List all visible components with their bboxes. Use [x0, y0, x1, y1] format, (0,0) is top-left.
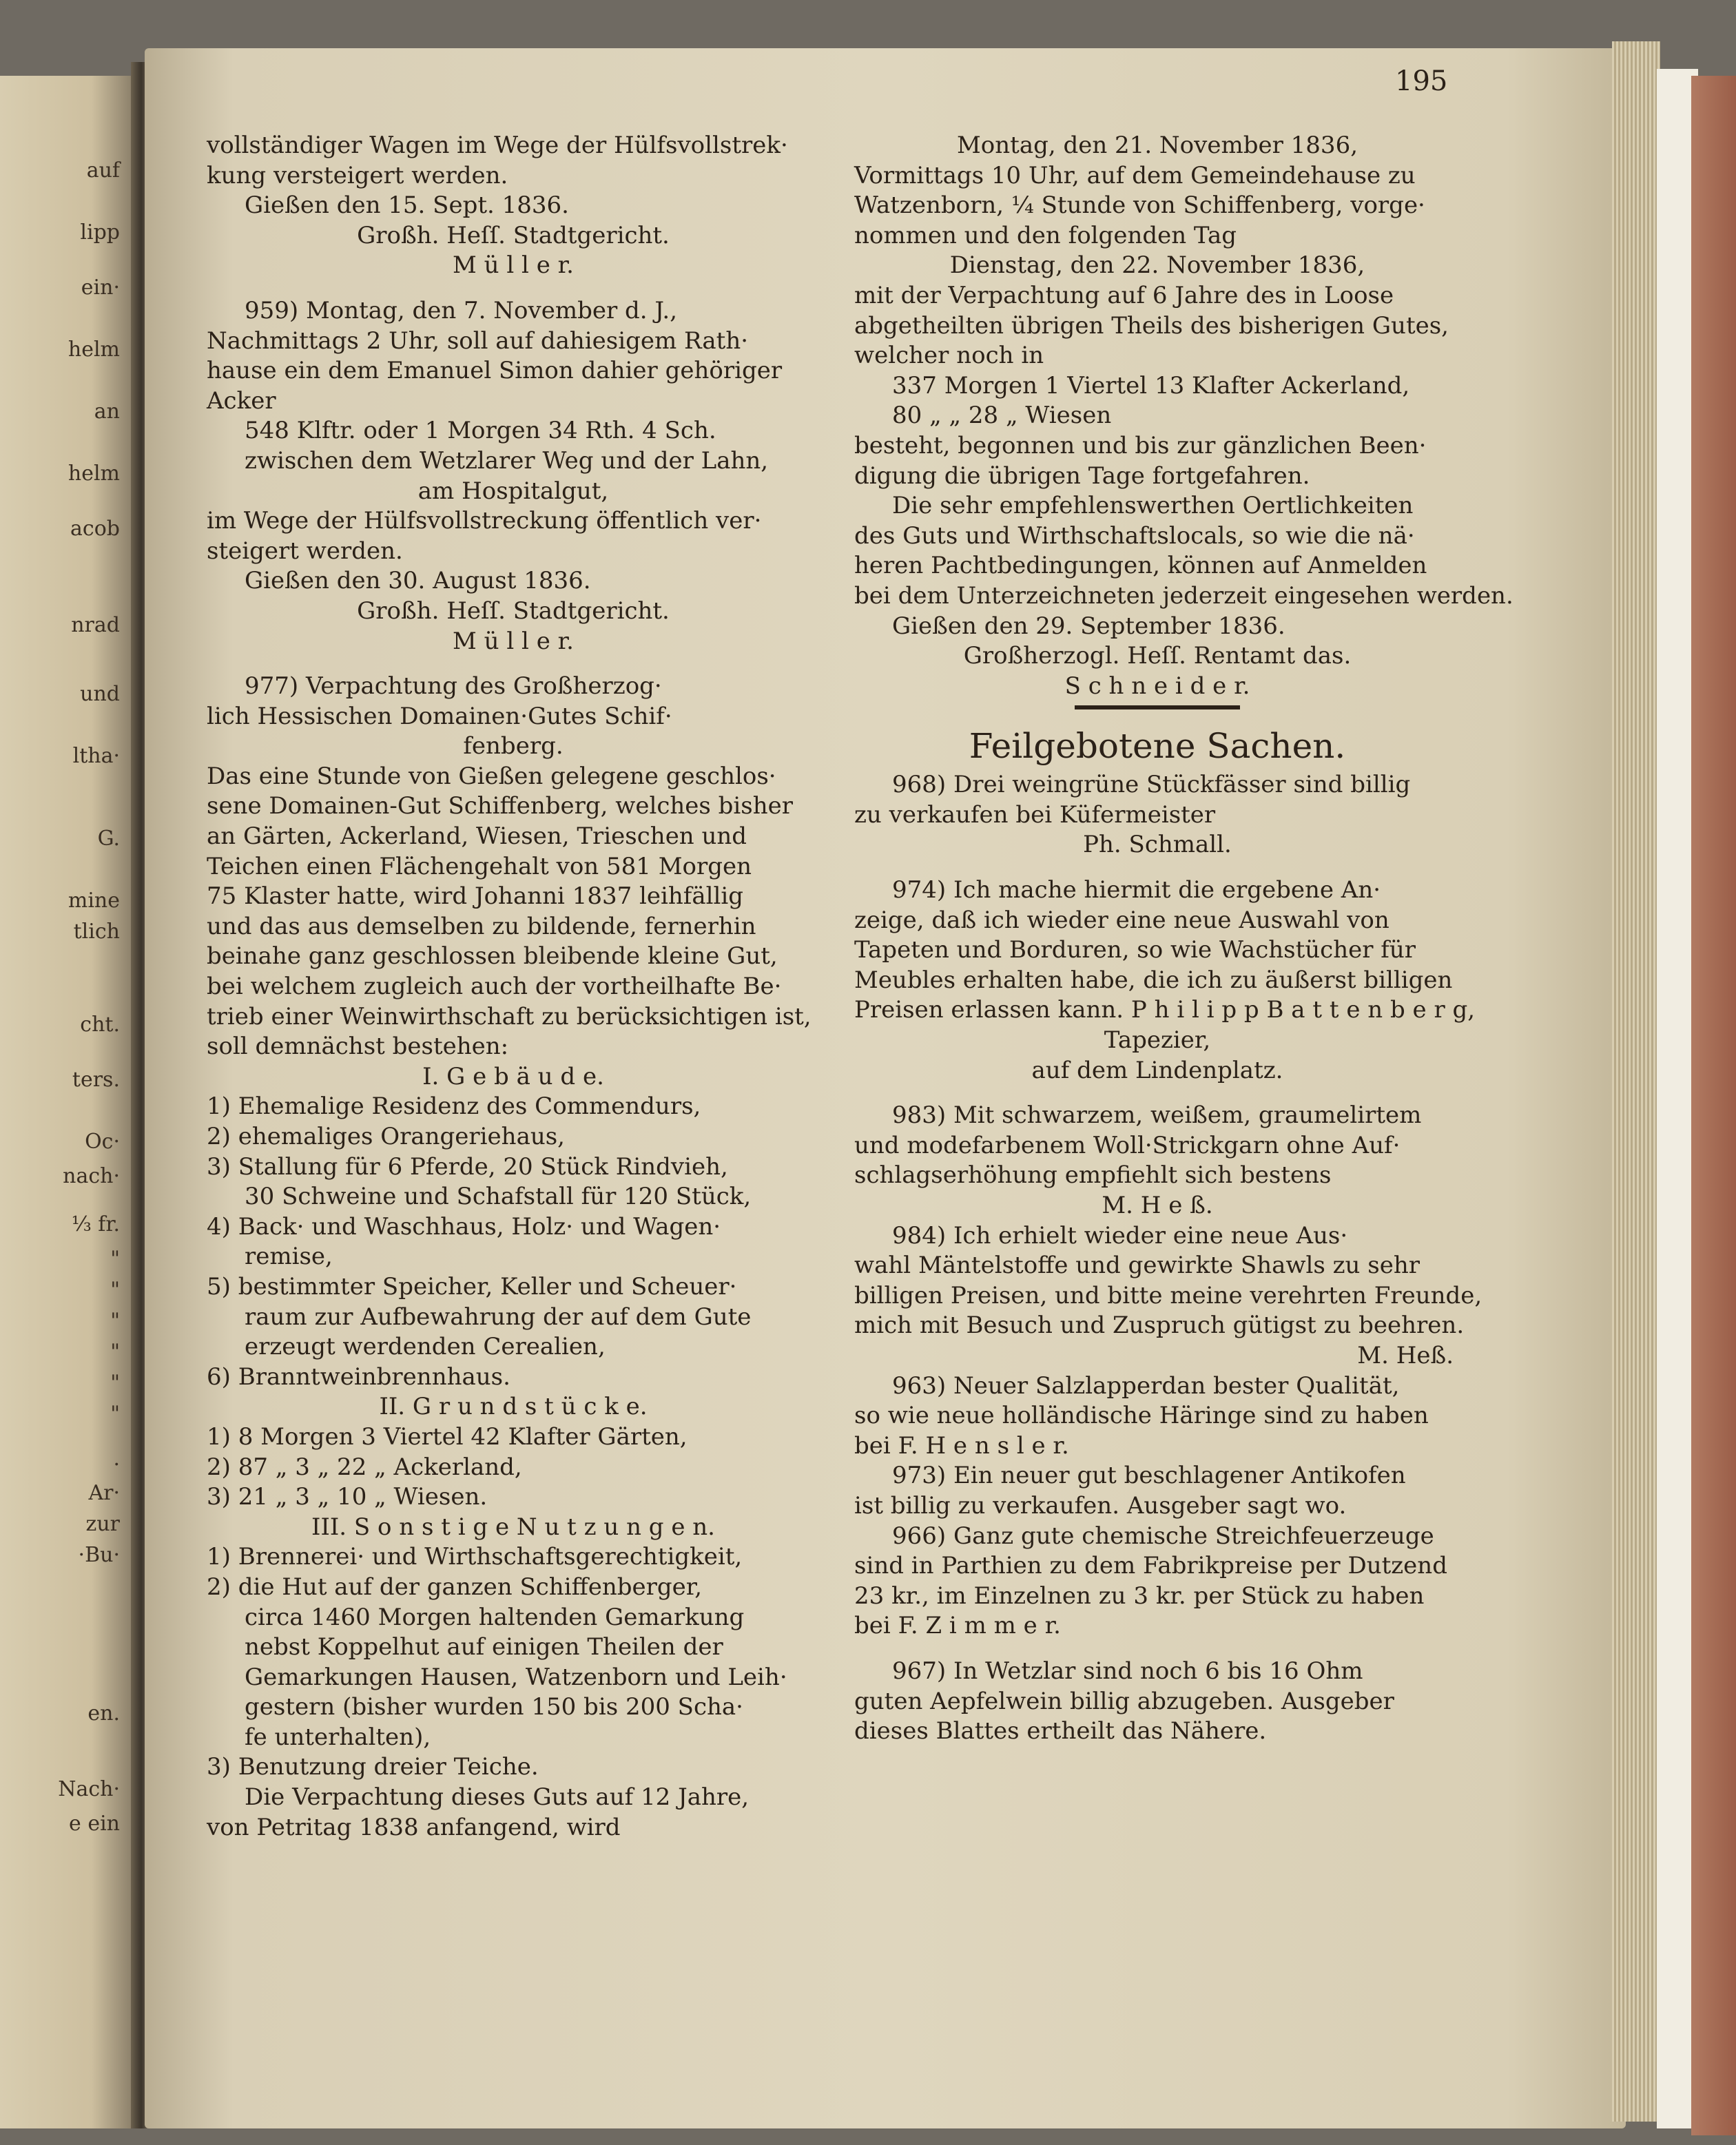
signature: M ü l l e r.	[453, 251, 574, 280]
list-item: erzeugt werdenden Cerealien,	[245, 1333, 606, 1361]
text-line: Großherzogl. Heſſ. Rentamt das.	[963, 642, 1352, 670]
text-line: bei welchem zugleich auch der vortheilhafte Be·	[207, 973, 782, 1001]
text-line: zwischen dem Wetzlarer Weg und der Lahn,	[245, 446, 769, 475]
list-item: Gemarkungen Hausen, Watzenborn und Leih·	[245, 1663, 787, 1691]
left-fragment: "	[110, 1371, 120, 1395]
left-fragment: mine	[68, 889, 120, 913]
text-line: Die Verpachtung dieses Guts auf 12 Jahre,	[245, 1783, 750, 1812]
list-item: 2) 87 „ 3 „ 22 „ Ackerland,	[207, 1453, 522, 1481]
signature: S c h n e i d e r.	[1064, 672, 1250, 700]
text-line: 973) Ein neuer gut beschlagener Antikofen	[892, 1462, 1406, 1490]
text-line: beinahe ganz geschlossen bleibende kleine Gut,	[207, 942, 778, 971]
text-line: sene Domainen-Gut Schiffenberg, welches bisher	[207, 792, 794, 820]
left-fragment: ⅓ fr.	[71, 1212, 120, 1236]
section-title: Feilgebotene Sachen.	[969, 726, 1346, 767]
cover-edge	[1691, 76, 1736, 2135]
page-edges	[1612, 41, 1660, 2122]
text-line: lich Hessischen Domainen·Gutes Schif·	[207, 702, 672, 730]
text-line: Meubles erhalten habe, die ich zu äußerst billigen	[854, 966, 1453, 994]
left-fragment: "	[110, 1340, 120, 1364]
text-line: so wie neue holländische Häringe sind zu haben	[854, 1402, 1429, 1430]
list-item: 6) Branntweinbrennhaus.	[207, 1362, 510, 1391]
text-line: fenberg.	[463, 732, 564, 760]
list-item: 30 Schweine und Schafstall für 120 Stück,	[245, 1183, 752, 1211]
left-fragment: ·Bu·	[78, 1543, 120, 1567]
text-line: soll demnächst bestehen:	[207, 1033, 509, 1061]
text-line: schlagserhöhung empfiehlt sich bestens	[854, 1161, 1332, 1190]
text-line: Watzenborn, ¼ Stunde von Schiffenberg, vorge·	[854, 191, 1425, 220]
left-fragment: zur	[85, 1512, 120, 1536]
left-fragment: helm	[68, 338, 120, 362]
left-fragment: tlich	[73, 920, 120, 944]
text-line: abgetheilten übrigen Theils des bisherigen Gutes,	[854, 311, 1449, 340]
left-fragment: "	[110, 1247, 120, 1271]
text-line: Dienstag, den 22. November 1836,	[949, 251, 1365, 280]
list-item: 1) Brennerei· und Wirthschaftsgerechtigkeit,	[207, 1543, 743, 1571]
text-line: bei F. Z i m m e r.	[854, 1612, 1061, 1640]
list-item: 1) Ehemalige Residenz des Commendurs,	[207, 1092, 701, 1121]
text-line: ist billig zu verkaufen. Ausgeber sagt wo.	[854, 1491, 1347, 1520]
list-item: 5) bestimmter Speicher, Keller und Scheuer·	[207, 1272, 737, 1301]
left-fragment: ein·	[81, 276, 120, 300]
section-heading: I. G e b ä u d e.	[422, 1062, 604, 1090]
text-line: zeige, daß ich wieder eine neue Auswahl von	[854, 906, 1389, 934]
text-line: hause ein dem Emanuel Simon dahier gehöriger	[207, 357, 783, 385]
text-line: Großh. Heſſ. Stadtgericht.	[357, 221, 670, 249]
text-line: Das eine Stunde von Gießen gelegene geschlos·	[207, 762, 776, 790]
text-line: besteht, begonnen und bis zur gänzlichen Been·	[854, 431, 1427, 459]
signature: Ph. Schmall.	[1083, 831, 1232, 859]
text-line: trieb einer Weinwirthschaft zu berücksichtigen ist,	[207, 1002, 812, 1030]
text-line: bei F. H e n s l e r.	[854, 1431, 1069, 1460]
text-line: sind in Parthien zu dem Fabrikpreise per Dutzend	[854, 1552, 1447, 1580]
text-line: Vormittags 10 Uhr, auf dem Gemeindehause zu	[854, 161, 1416, 189]
list-item: 2) ehemaliges Orangeriehaus,	[207, 1123, 565, 1150]
text-line: 983) Mit schwarzem, weißem, graumelirtem	[892, 1101, 1422, 1130]
text-line: und das aus demselben zu bildende, fernerhin	[207, 912, 756, 940]
left-fragment: Ar·	[88, 1481, 120, 1505]
section-heading: III. S o n s t i g e N u t z u n g e n.	[311, 1513, 715, 1541]
list-item: gestern (bisher wurden 150 bis 200 Scha·	[245, 1693, 743, 1721]
text-line: am Hospitalgut,	[417, 477, 609, 505]
text-line: digung die übrigen Tage fortgefahren.	[854, 462, 1310, 490]
text-line: Montag, den 21. November 1836,	[956, 132, 1358, 159]
text-line: 974) Ich mache hiermit die ergebene An·	[892, 876, 1381, 904]
list-item: 1) 8 Morgen 3 Viertel 42 Klafter Gärten,	[207, 1422, 688, 1451]
left-fragment: acob	[70, 517, 120, 541]
text-line: auf dem Lindenplatz.	[1031, 1056, 1283, 1084]
page-number: 195	[1395, 65, 1448, 97]
list-item: fe unterhalten),	[245, 1723, 431, 1751]
text-line: 959) Montag, den 7. November d. J.,	[245, 296, 678, 324]
text-line: Tapezier,	[1104, 1026, 1211, 1055]
text-line: kung versteigert werden.	[207, 161, 508, 189]
text-line: mit der Verpachtung auf 6 Jahre des in Loose	[854, 281, 1394, 309]
text-line: Gießen den 15. Sept. 1836.	[245, 191, 569, 220]
text-line: Preisen erlassen kann. P h i l i p p B a t t e n b e r g,	[854, 996, 1476, 1024]
text-line: 548 Klftr. oder 1 Morgen 34 Rth. 4 Sch.	[245, 417, 716, 445]
text-line: Teichen einen Flächengehalt von 581 Morgen	[207, 852, 752, 880]
left-fragment: nach·	[63, 1164, 120, 1188]
text-line: Gießen den 29. September 1836.	[892, 612, 1285, 640]
list-item: 4) Back· und Waschhaus, Holz· und Wagen·	[207, 1212, 721, 1241]
left-page-edge	[0, 76, 131, 2128]
text-line: im Wege der Hülfsvollstreckung öffentlich ver·	[207, 507, 762, 535]
left-fragment: .	[113, 1447, 120, 1471]
text-line: Die sehr empfehlenswerthen Oertlichkeiten	[892, 492, 1414, 520]
left-fragment: e ein	[69, 1812, 120, 1836]
text-line: von Petritag 1838 anfangend, wird	[207, 1813, 621, 1841]
text-line: dieses Blattes ertheilt das Nähere.	[854, 1717, 1267, 1745]
left-fragment: auf	[86, 158, 120, 183]
list-item: 2) die Hut auf der ganzen Schiffenberger,	[207, 1573, 703, 1601]
text-line: steigert werden.	[207, 537, 403, 565]
left-fragment: ltha·	[72, 744, 120, 768]
signature: M. H e ß.	[1102, 1192, 1213, 1219]
text-line: Großh. Heſſ. Stadtgericht.	[357, 597, 670, 625]
left-fragment: "	[110, 1402, 120, 1426]
text-line: 963) Neuer Salzlapperdan bester Qualität,	[892, 1371, 1400, 1400]
left-fragment: G.	[97, 827, 120, 851]
text-line: 977) Verpachtung des Großherzog·	[245, 672, 662, 701]
text-line: zu verkaufen bei Küfermeister	[854, 800, 1216, 829]
list-item: circa 1460 Morgen haltenden Gemarkung	[245, 1603, 745, 1631]
text-line: billigen Preisen, und bitte meine verehrten Freunde,	[854, 1281, 1482, 1309]
text-line: mich mit Besuch und Zuspruch gütigst zu beehren.	[854, 1312, 1465, 1340]
text-line: bei dem Unterzeichneten jederzeit eingesehen werden.	[854, 581, 1513, 610]
left-fragment: "	[110, 1309, 120, 1333]
text-line: heren Pachtbedingungen, können auf Anmelden	[854, 552, 1427, 580]
text-line: nommen und den folgenden Tag	[854, 221, 1237, 249]
left-column	[207, 131, 820, 1843]
text-line: Nachmittags 2 Uhr, soll auf dahiesigem Rath·	[207, 327, 749, 355]
text-line: welcher noch in	[854, 342, 1044, 370]
right-column	[854, 131, 1513, 1747]
left-fragment: helm	[68, 462, 120, 486]
text-line: an Gärten, Ackerland, Wiesen, Trieschen und	[207, 822, 747, 851]
list-item: nebst Koppelhut auf einigen Theilen der	[245, 1633, 723, 1661]
text-line: vollständiger Wagen im Wege der Hülfsvollstrek·	[207, 132, 788, 159]
left-fragment: Nach·	[58, 1777, 120, 1801]
list-item: 3) Benutzung dreier Teiche.	[207, 1753, 539, 1781]
text-line: 966) Ganz gute chemische Streichfeuerzeuge	[892, 1522, 1434, 1550]
left-fragment: en.	[87, 1701, 120, 1726]
text-line: Gießen den 30. August 1836.	[245, 567, 591, 595]
left-fragment: "	[110, 1278, 120, 1302]
list-item: raum zur Aufbewahrung der auf dem Gute	[245, 1303, 752, 1331]
text-line: 23 kr., im Einzelnen zu 3 kr. per Stück zu haben	[854, 1582, 1425, 1610]
text-line: und modefarbenem Woll·Strickgarn ohne Auf·	[854, 1131, 1401, 1159]
text-line: wahl Mäntelstoffe und gewirkte Shawls zu sehr	[854, 1252, 1420, 1280]
list-item: remise,	[245, 1243, 333, 1271]
section-rule	[1075, 705, 1240, 709]
text-line: 984) Ich erhielt wieder eine neue Aus·	[892, 1221, 1348, 1250]
text-line: 75 Klaster hatte, wird Johanni 1837 leihfällig	[207, 882, 744, 911]
text-line: guten Aepfelwein billig abzugeben. Ausgeber	[854, 1687, 1394, 1715]
left-fragment: lipp	[80, 220, 120, 245]
text-line: Acker	[207, 386, 276, 415]
text-line: 967) In Wetzlar sind noch 6 bis 16 Ohm	[892, 1657, 1363, 1685]
signature: M. Heß.	[1357, 1341, 1454, 1369]
list-item: 3) 21 „ 3 „ 10 „ Wiesen.	[207, 1483, 488, 1511]
text-line: 80 „ „ 28 „ Wiesen	[892, 402, 1112, 430]
left-fragment: Oc·	[85, 1130, 120, 1154]
text-line: 968) Drei weingrüne Stückfässer sind billig	[892, 771, 1411, 799]
signature: M ü l l e r.	[453, 627, 574, 655]
text-line: des Guts und Wirthschaftslocals, so wie die nä·	[854, 521, 1415, 550]
left-fragment: cht.	[80, 1013, 120, 1037]
left-fragment: ters.	[72, 1068, 120, 1092]
section-heading: II. G r u n d s t ü c k e.	[379, 1393, 648, 1421]
left-fragment: nrad	[71, 613, 120, 637]
list-item: 3) Stallung für 6 Pferde, 20 Stück Rindvieh,	[207, 1152, 728, 1181]
left-fragment: und	[80, 682, 120, 706]
text-line: 337 Morgen 1 Viertel 13 Klafter Ackerland,	[892, 371, 1410, 400]
left-fragment: an	[94, 400, 120, 424]
text-line: Tapeten und Borduren, so wie Wachstücher für	[854, 936, 1416, 964]
